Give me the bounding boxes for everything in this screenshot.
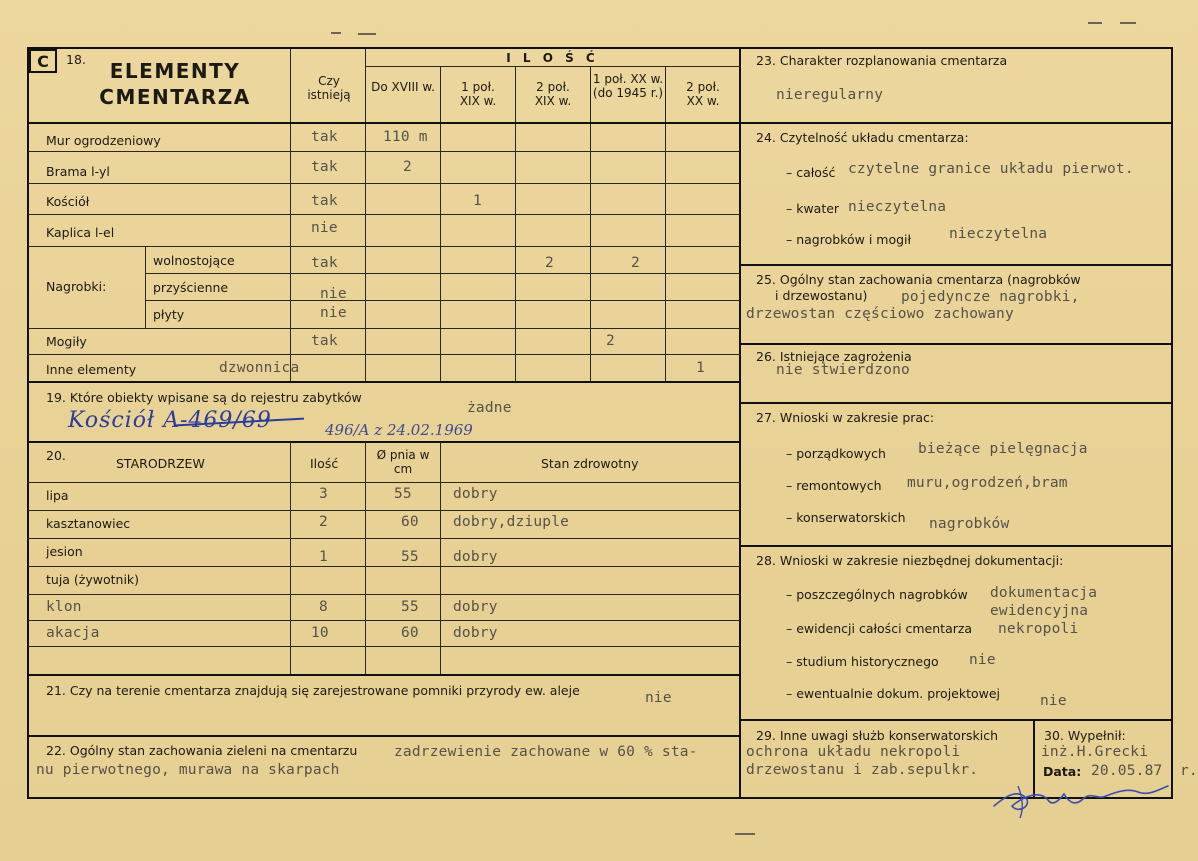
row-plyty: płyty <box>153 307 185 322</box>
s24-item-label: – całość <box>786 165 836 180</box>
s23-value: nieregularny <box>776 87 884 103</box>
wolnostojace-1xx: 2 <box>631 255 640 271</box>
s18-title-line1: ELEMENTY <box>109 59 241 83</box>
row-wolnostojace: wolnostojące <box>153 253 235 268</box>
row-przyscienne: przyścienne <box>153 280 229 295</box>
mogily-exists: tak <box>311 333 338 349</box>
signature <box>988 776 1173 820</box>
tree-count: 1 <box>319 549 328 565</box>
s18-title <box>60 58 290 110</box>
s24-item-label: – nagrobków i mogił <box>786 232 912 247</box>
s24-item-value: czytelne granice układu pierwot. <box>848 161 1134 177</box>
s24-label: 24. Czytelność układu cmentarza: <box>756 130 969 145</box>
s30-date-label: Data: <box>1043 764 1082 779</box>
s20-col-count: Ilość <box>310 456 339 471</box>
tree-name: tuja (żywotnik) <box>46 572 140 587</box>
wolnostojace-exists: tak <box>311 255 338 271</box>
period-2-xix: 2 poł. XIX w. <box>534 80 572 108</box>
row-inne: Inne elementy <box>46 362 137 377</box>
s28-label: 28. Wnioski w zakresie niezbędnej dokumentacji: <box>756 553 1064 568</box>
s27-item-label: – remontowych <box>786 478 882 493</box>
tree-name: lipa <box>46 488 69 503</box>
s27-item-value: muru,ogrodzeń,bram <box>907 475 1068 491</box>
period-xviii: Do XVIII w. <box>371 80 435 94</box>
tree-diam: 55 <box>394 486 412 502</box>
s20-col-name: STARODRZEW <box>116 456 205 471</box>
tree-count: 3 <box>319 486 328 502</box>
card-letter: C <box>37 52 49 71</box>
s19-typed: żadne <box>467 400 512 416</box>
tree-name: akacja <box>46 625 100 641</box>
s21-value: nie <box>645 690 672 706</box>
s27-label: 27. Wnioski w zakresie prac: <box>756 410 935 425</box>
mur-xviii: 110 m <box>383 129 428 145</box>
row-mur: Mur ogrodzeniowy <box>46 133 161 148</box>
inne-2xx: 1 <box>696 360 705 376</box>
tree-count: 8 <box>319 599 328 615</box>
s22-value-line1: zadrzewienie zachowane w 60 % sta- <box>394 744 698 760</box>
edge-mark <box>735 833 755 835</box>
edge-mark <box>1120 22 1136 24</box>
s29-value-line1: ochrona układu nekropoli <box>746 744 961 760</box>
brama-xviii: 2 <box>403 159 412 175</box>
tree-health: dobry <box>453 625 498 641</box>
col-exists-header: Czy istnieją <box>307 74 351 102</box>
edge-mark <box>358 33 376 35</box>
s25-value-line1: pojedyncze nagrobki, <box>901 289 1080 305</box>
row-nagrobki: Nagrobki: <box>46 279 107 294</box>
s29-label: 29. Inne uwagi służb konserwatorskich <box>756 728 998 743</box>
tree-diam: 60 <box>401 514 419 530</box>
quantity-header: I L O Ś Ć <box>506 51 599 65</box>
s27-item-value: nagrobków <box>929 516 1010 532</box>
s27-item-label: – konserwatorskich <box>786 510 906 525</box>
s21-label: 21. Czy na terenie cmentarza znajdują się zarejestrowane pomniki przyrody ew. aleje <box>46 683 580 698</box>
brama-exists: tak <box>311 159 338 175</box>
kaplica-exists: nie <box>311 220 338 236</box>
tree-health: dobry <box>453 599 498 615</box>
row-brama: Brama l-yl <box>46 164 110 179</box>
tree-diam: 55 <box>401 599 419 615</box>
tree-name: kasztanowiec <box>46 516 131 531</box>
kosciol-1xix: 1 <box>473 193 482 209</box>
s28-item-value: nie <box>1040 693 1067 709</box>
s20-col-diam: Ø pnia w cm <box>376 448 430 476</box>
tree-name: jesion <box>46 544 83 559</box>
tree-health: dobry,dziuple <box>453 514 570 530</box>
tree-name: klon <box>46 599 82 615</box>
wolnostojace-2xix: 2 <box>545 255 554 271</box>
s26-label: 26. Istniejące zagrożenia <box>756 349 912 364</box>
s25-value-line2: drzewostan częściowo zachowany <box>746 306 1014 322</box>
s27-item-label: – porządkowych <box>786 446 886 461</box>
s20-number: 20. <box>46 448 66 463</box>
s23-label: 23. Charakter rozplanowania cmentarza <box>756 53 1008 68</box>
row-mogily: Mogiły <box>46 334 87 349</box>
mogily-1xx: 2 <box>606 333 615 349</box>
s24-item-value: nieczytelna <box>949 226 1048 242</box>
inne-value: dzwonnica <box>219 360 300 376</box>
plyty-exists: nie <box>320 305 347 321</box>
mur-exists: tak <box>311 129 338 145</box>
s29-value-line2: drzewostanu i zab.sepulkr. <box>746 762 979 778</box>
s18-title-line2: CMENTARZA <box>99 85 251 109</box>
s24-item-label: – kwater <box>786 201 840 216</box>
s28-item-label: – studium historycznego <box>786 654 939 669</box>
s25-label-line1: 25. Ogólny stan zachowania cmentarza (nagrobków <box>756 272 1081 287</box>
s28-item-label: – ewentualnie dokum. projektowej <box>786 686 1001 701</box>
przyscienne-exists: nie <box>320 286 347 302</box>
tree-health: dobry <box>453 549 498 565</box>
row-kosciol: Kościół <box>46 194 90 209</box>
s18-number: 18. <box>66 52 86 67</box>
period-2-xx: 2 poł. XX w. <box>686 80 720 108</box>
s28-item-value-above: ewidencyjna <box>990 603 1089 619</box>
s27-item-value: bieżące pielęgnacja <box>918 441 1088 457</box>
s28-item-label: – ewidencji całości cmentarza <box>786 621 973 636</box>
s22-value-line2: nu pierwotnego, murawa na skarpach <box>36 762 340 778</box>
s22-label: 22. Ogólny stan zachowania zieleni na cmentarzu <box>46 743 358 758</box>
tree-diam: 55 <box>401 549 419 565</box>
s28-item-label: – poszczególnych nagrobków <box>786 587 968 602</box>
s30-name: inż.H.Grecki <box>1041 744 1149 760</box>
s30-date: 20.05.87 <box>1091 763 1163 779</box>
s25-label-line2: i drzewostanu) <box>775 288 868 303</box>
s20-col-health: Stan zdrowotny <box>541 456 639 471</box>
period-1-xix: 1 poł. XIX w. <box>459 80 497 108</box>
s30-date-suffix: r. <box>1180 763 1198 779</box>
card-letter-box <box>29 49 57 73</box>
s28-item-value: nie <box>969 652 996 668</box>
tree-diam: 60 <box>401 625 419 641</box>
row-kaplica: Kaplica l-el <box>46 225 115 240</box>
s19-label: 19. Które obiekty wpisane są do rejestru zabytków <box>46 390 362 405</box>
edge-mark <box>331 32 341 34</box>
s30-label: 30. Wypełnił: <box>1044 728 1126 743</box>
s28-item-value: dokumentacja <box>990 585 1098 601</box>
s26-value: nie stwierdzono <box>776 362 910 378</box>
s19-handwritten-main: Kościół A-469/69 <box>68 408 272 433</box>
tree-health: dobry <box>453 486 498 502</box>
tree-count: 10 <box>311 625 329 641</box>
kosciol-exists: tak <box>311 193 338 209</box>
s24-item-value: nieczytelna <box>848 199 947 215</box>
s19-handwritten-note: 496/A z 24.02.1969 <box>325 421 473 439</box>
s28-item-value: nekropoli <box>998 621 1079 637</box>
tree-count: 2 <box>319 514 328 530</box>
edge-mark <box>1088 22 1102 24</box>
period-1-xx: 1 poł. XX w. (do 1945 r.) <box>592 72 664 100</box>
